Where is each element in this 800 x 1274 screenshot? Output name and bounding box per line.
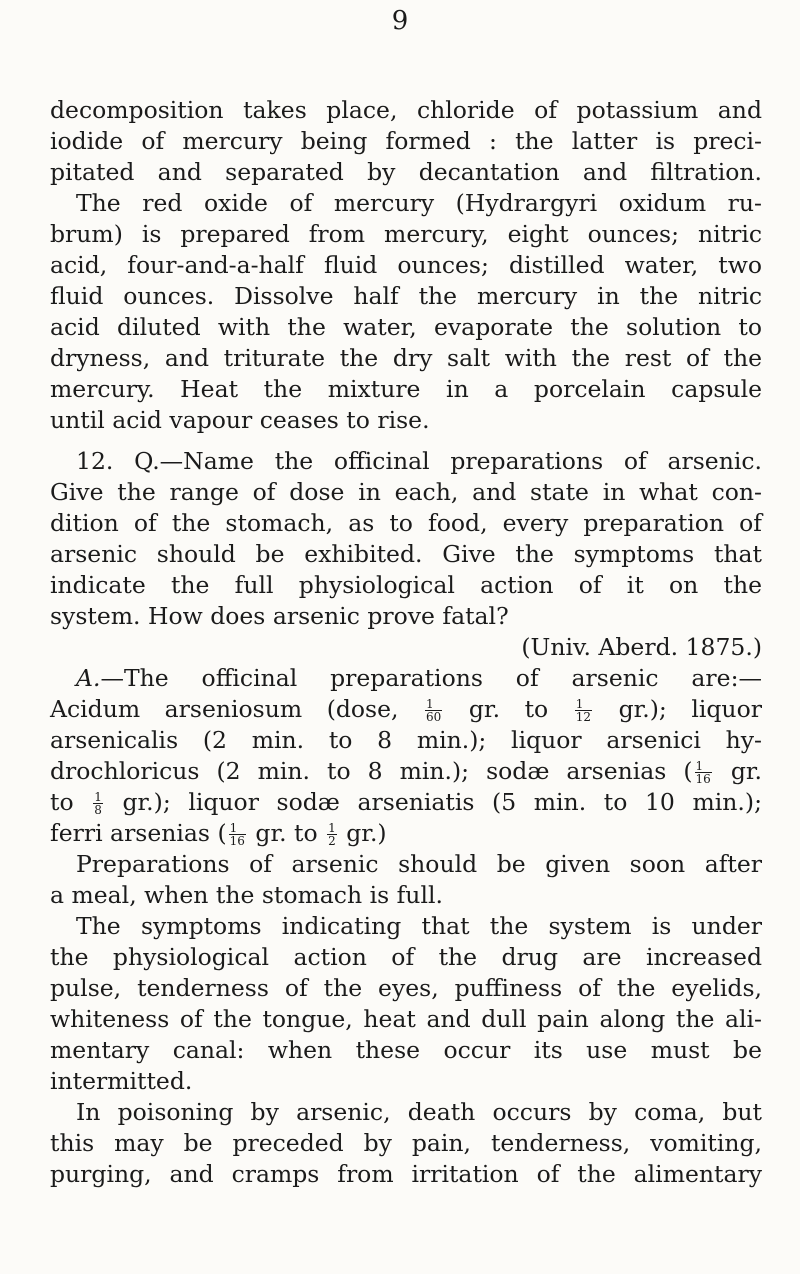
fraction bbox=[229, 822, 246, 847]
text-line: purging, and cramps from irritation of the alimentary bbox=[50, 1160, 762, 1188]
citation: (Univ. Aberd. 1875.) bbox=[521, 633, 762, 661]
fraction-denominator: 2 bbox=[328, 834, 336, 848]
text-fragment: gr. to bbox=[255, 819, 318, 847]
text-fragment: drochloricus (2 min. to 8 min.); sodæ arsenias ( bbox=[50, 757, 693, 785]
text-fragment: gr.) bbox=[346, 819, 387, 847]
text-line: In poisoning by arsenic, death occurs by coma, but bbox=[76, 1098, 762, 1126]
text-line: acid, four-and-a-half fluid ounces; distilled water, two bbox=[50, 251, 762, 279]
fraction-numerator: 1 bbox=[328, 821, 336, 835]
text-line: The symptoms indicating that the system is under bbox=[76, 912, 762, 940]
text-line bbox=[50, 694, 762, 725]
text-line: The red oxide of mercury (Hydrargyri oxidum ru- bbox=[76, 189, 762, 217]
text-fragment: ferri arsenias ( bbox=[50, 819, 227, 847]
text-fragment: gr. to bbox=[468, 695, 549, 723]
text-line bbox=[50, 787, 762, 818]
text-line: iodide of mercury being formed : the latter is preci- bbox=[50, 127, 762, 155]
text-line: a meal, when the stomach is full. bbox=[50, 881, 443, 909]
text-line: dryness, and triturate the dry salt with the rest of the bbox=[50, 344, 762, 372]
text-line: decomposition takes place, chloride of potassium and bbox=[50, 96, 762, 124]
text-fragment: gr. bbox=[730, 757, 762, 785]
text-line bbox=[50, 818, 762, 849]
text-line: brum) is prepared from mercury, eight ounces; nitric bbox=[50, 220, 762, 248]
fraction-denominator: 12 bbox=[575, 710, 592, 724]
text-line: arsenic should be exhibited. Give the symptoms that bbox=[50, 540, 762, 568]
text-line: arsenicalis (2 min. to 8 min.); liquor arsenici hy- bbox=[50, 726, 762, 754]
page-number: 9 bbox=[391, 6, 409, 36]
text-line: pitated and separated by decantation and filtration. bbox=[50, 158, 762, 186]
answer-line bbox=[50, 663, 762, 694]
text-line: mercury. Heat the mixture in a porcelain capsule bbox=[50, 375, 762, 403]
fraction bbox=[327, 822, 337, 847]
text-line: mentary canal: when these occur its use must be bbox=[50, 1036, 762, 1064]
text-line bbox=[50, 756, 762, 787]
fraction bbox=[93, 791, 103, 816]
text-line: Give the range of dose in each, and state in what con- bbox=[50, 478, 762, 506]
text-line: whiteness of the tongue, heat and dull pain along the ali- bbox=[50, 1005, 762, 1033]
text-line: until acid vapour ceases to rise. bbox=[50, 406, 430, 434]
text-line: the physiological action of the drug are increased bbox=[50, 943, 762, 971]
text-line: system. How does arsenic prove fatal? bbox=[50, 602, 509, 630]
fraction-numerator: 1 bbox=[575, 698, 592, 711]
fraction-denominator: 60 bbox=[426, 710, 442, 724]
text-line: this may be preceded by pain, tenderness, vomiting, bbox=[50, 1129, 762, 1157]
text-line: acid diluted with the water, evaporate the solution to bbox=[50, 313, 762, 341]
fraction bbox=[575, 698, 592, 723]
text-line: pulse, tenderness of the eyes, puffiness of the eyelids, bbox=[50, 974, 762, 1002]
text-fragment: to bbox=[50, 788, 74, 816]
fraction-numerator: 1 bbox=[425, 698, 442, 711]
fraction-denominator: 16 bbox=[229, 834, 245, 848]
answer-label: A. bbox=[76, 664, 101, 692]
text-fragment: gr.); liquor bbox=[618, 695, 762, 723]
fraction-numerator: 1 bbox=[695, 760, 712, 773]
text-line: Preparations of arsenic should be given soon after bbox=[76, 850, 762, 878]
page-body bbox=[50, 95, 762, 1190]
fraction bbox=[425, 698, 442, 723]
answer-text: —The officinal preparations of arsenic are:— bbox=[100, 664, 762, 692]
fraction-denominator: 16 bbox=[695, 772, 711, 786]
text-fragment: Acidum arseniosum (dose, bbox=[50, 695, 399, 723]
text-fragment: gr.); liquor sodæ arseniatis (5 min. to 10 min.); bbox=[122, 788, 762, 816]
fraction-denominator: 8 bbox=[94, 803, 102, 817]
fraction bbox=[695, 760, 712, 785]
text-line: fluid ounces. Dissolve half the mercury in the nitric bbox=[50, 282, 762, 310]
question-heading: 12. Q.—Name the officinal preparations of arsenic. bbox=[76, 447, 762, 475]
fraction-numerator: 1 bbox=[94, 790, 102, 804]
text-line: dition of the stomach, as to food, every preparation of bbox=[50, 509, 762, 537]
text-line: intermitted. bbox=[50, 1067, 193, 1095]
fraction-numerator: 1 bbox=[229, 822, 246, 835]
text-line: indicate the full physiological action of it on the bbox=[50, 571, 762, 599]
